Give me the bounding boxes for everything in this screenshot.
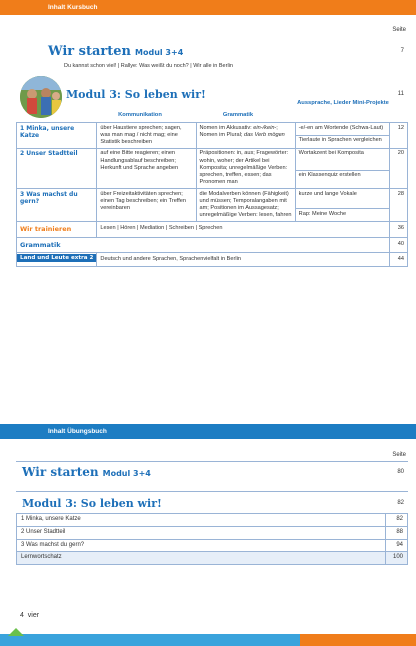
wir-starten-title: Wir starten [48,44,132,59]
ub-row [17,552,408,565]
lesson-page: 28 [390,189,408,222]
lesson-grammatik: Nomen im Akkusativ: ein-/kein-; Nomen im Plural; das Verb mögen [196,123,295,149]
ub-row-label: 3 Was machst du gern? [17,539,386,552]
lesson-row [17,189,408,209]
uebungsbuch-header-band [0,424,416,439]
lesson-kommunikation: über Haustiere sprechen; sagen, was man mag / nicht mag; eine Statistik beschreiben [97,123,196,149]
ub-row-label: 1 Minka, unsere Katze [17,514,386,527]
col-grammatik: Grammatik [222,112,254,118]
lesson-title: 2 Unser Stadtteil [17,148,97,188]
seite-label: Seite [392,27,406,33]
land-leute-row [17,253,408,267]
lesson-title: 1 Minka, unsere Katze [17,123,97,149]
lesson-row [17,148,408,170]
modul-3-title: Modul 3: So leben wir! [66,88,206,101]
ub-modul-3-title: Modul 3: So leben wir! [22,497,162,510]
lesson-grammatik: Präpositionen: in, aus; Fragewörter: wohin, woher; der Artikel bei Komposita; unregelmäßige Verben: sprechen, treffen, essen; das Pronomen man [196,148,295,188]
children-photo [20,76,62,118]
ub-modul-3-heading [22,497,162,510]
ub-row-page: 82 [386,514,408,527]
lesson-projekt: Tierlaute in Sprachen vergleichen [295,135,390,148]
land-leute-label: Land und Leute extra 2 [17,254,96,262]
wir-starten-heading [48,44,183,59]
modul-3-heading [66,88,206,101]
ub-wir-starten-title: Wir starten [22,465,99,479]
ub-row [17,514,408,527]
grammatik-label: Grammatik [17,237,390,252]
page-footer [20,612,39,619]
uebungsbuch-title: Inhalt Übungsbuch [48,428,107,435]
lesson-page: 12 [390,123,408,149]
lesson-title: 3 Was machst du gern? [17,189,97,222]
lesson-projekt: Rap: Meine Woche [295,209,390,222]
ub-divider [16,491,408,492]
ub-row [17,526,408,539]
modul-3-page: 11 [397,91,404,97]
kursbuch-title: Inhalt Kursbuch [48,4,98,11]
ub-row-page: 100 [386,552,408,565]
grammatik-row [17,237,408,252]
wir-trainieren-label: Wir trainieren [17,222,97,237]
grammatik-page: 40 [390,237,408,252]
lesson-projekt: ein Klassenquiz erstellen [295,170,390,188]
lesson-page: 20 [390,148,408,188]
wir-starten-page: 7 [400,48,404,54]
ub-row-page: 94 [386,539,408,552]
kursbuch-header-band [0,0,416,15]
ub-row-page: 88 [386,526,408,539]
col-kommunikation: Kommunikation [118,112,162,118]
ub-row-label: 2 Unser Stadtteil [17,526,386,539]
lesson-grammatik: die Modalverben können (Fähigkeit) und müssen; Temporalangaben mit am; Positionen im Aussagesatz; unregelmäßige Verben: lesen, fahren [196,189,295,222]
wir-trainieren-page: 36 [390,222,408,237]
ub-row-label: Lernwortschatz [17,552,386,565]
ub-wir-starten-page: 80 [397,469,404,475]
wir-trainieren-text: Lesen | Hören | Mediation | Schreiben | Sprechen [97,222,390,237]
wir-starten-subtitle: Du kannst schon viel! | Rallye: Was weißt du noch? | Wir alle in Berlin [64,63,233,69]
lesson-aussprache: kurze und lange Vokale [295,189,390,209]
land-leute-text: Deutsch und andere Sprachen, Sprachenvielfalt in Berlin [97,253,390,267]
wir-trainieren-row [17,222,408,237]
ub-wir-starten-heading [22,465,151,479]
footer-decoration [0,634,416,646]
page-number: 4 [20,612,24,619]
lesson-row [17,123,408,136]
page-word: vier [27,612,40,619]
col-aussprache: Aussprache, Lieder Mini-Projekte [297,100,389,106]
lesson-kommunikation: über Freizeitaktivitäten sprechen; einen Tag beschreiben; ein Treffen vereinbaren [97,189,196,222]
uebungsbuch-table [16,513,408,565]
ub-divider [16,461,408,462]
ub-seite-label: Seite [392,452,406,458]
wir-starten-modul: Modul 3+4 [135,48,184,57]
lesson-aussprache: -e/-en am Wortende (Schwa-Laut) [295,123,390,136]
land-leute-page: 44 [390,253,408,267]
lesson-kommunikation: auf eine Bitte reagieren; einen Handlungsablauf beschreiben; Herkunft und Sprache angeben [97,148,196,188]
ub-row [17,539,408,552]
ub-wir-starten-modul: Modul 3+4 [102,469,151,478]
kursbuch-lessons-table [16,122,408,267]
land-leute-cell [17,253,97,267]
lesson-aussprache: Wortakzent bei Komposita [295,148,390,170]
ub-modul-3-page: 82 [397,500,404,506]
